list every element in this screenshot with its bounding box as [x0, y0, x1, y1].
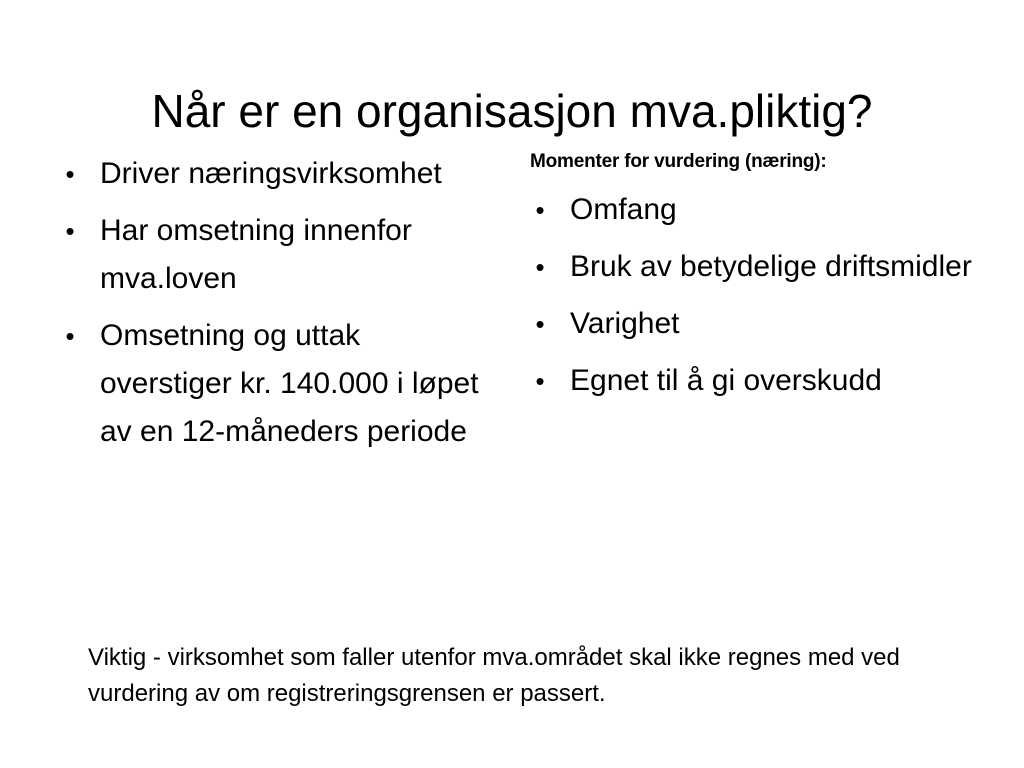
bullet-icon: • — [65, 159, 75, 189]
left-bullet-list — [58, 150, 498, 456]
right-bullet-list — [528, 186, 998, 405]
bullet-icon: • — [535, 195, 545, 225]
right-bullet-item — [528, 357, 998, 405]
left-bullet-item — [58, 207, 498, 303]
bullet-text: Omsetning og uttak overstiger kr. 140.000 i løpet av en 12-måneders periode — [100, 319, 479, 448]
right-bullet-item — [528, 186, 998, 234]
bullet-text: Driver næringsvirksomhet — [100, 157, 442, 190]
bullet-text: Bruk av betydelige driftsmidler — [570, 250, 972, 283]
bullet-text: Omfang — [570, 193, 677, 226]
bullet-icon: • — [65, 216, 75, 246]
left-bullet-item — [58, 150, 498, 198]
bullet-icon: • — [535, 309, 545, 339]
left-bullet-item — [58, 312, 498, 456]
bullet-icon: • — [535, 252, 545, 282]
right-column — [528, 150, 998, 414]
bullet-text: Egnet til å gi overskudd — [570, 364, 882, 397]
right-bullet-item — [528, 243, 998, 291]
bullet-text: Varighet — [570, 307, 680, 340]
right-bullet-item — [528, 300, 998, 348]
bullet-icon: • — [535, 366, 545, 396]
footnote-text: Viktig - virksomhet som faller utenfor mva.området skal ikke regnes med ved vurdering av om registreringsgrensen er passert. — [88, 644, 900, 707]
bullet-text: Har omsetning innenfor mva.loven — [100, 214, 412, 295]
bullet-icon: • — [65, 321, 75, 351]
right-subheading: Momenter for vurdering (næring): — [530, 151, 827, 172]
slide-title: Når er en organisasjon mva.pliktig? — [151, 84, 873, 137]
left-column — [58, 150, 498, 465]
